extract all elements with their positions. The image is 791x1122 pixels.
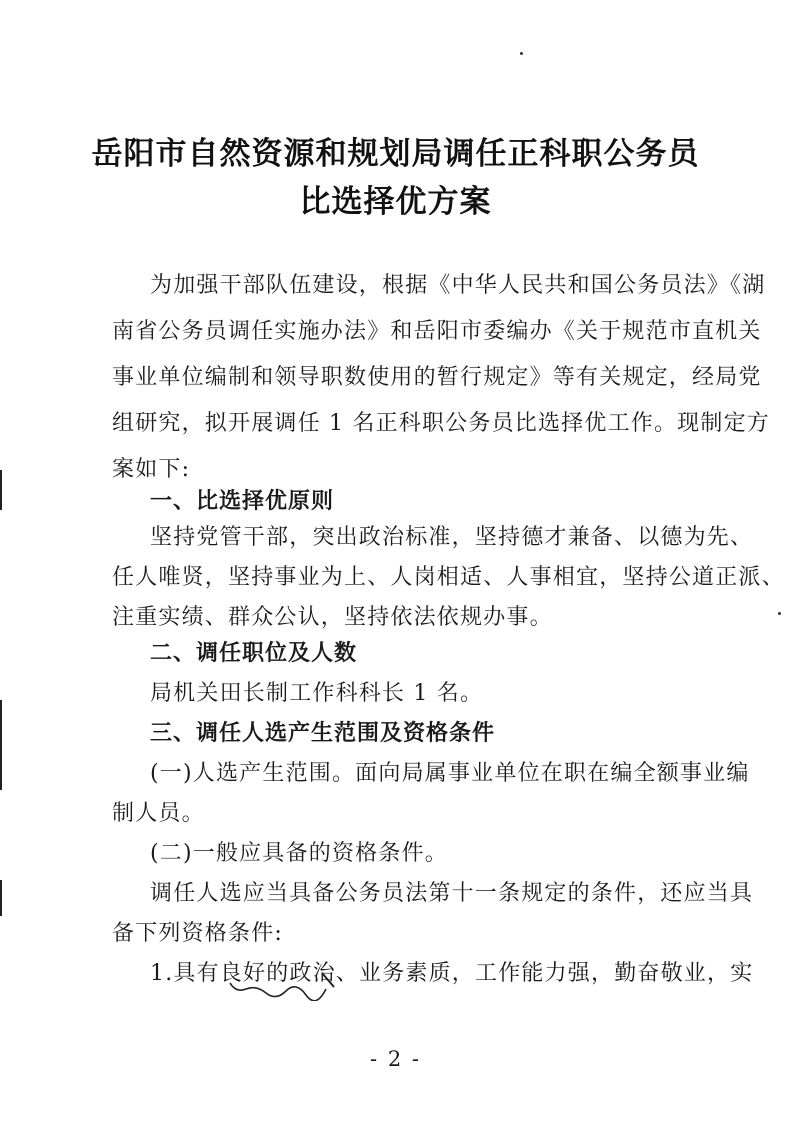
paragraph-line: 案如下: — [112, 457, 191, 482]
section-heading-2: 二、调任职位及人数 — [150, 641, 358, 666]
handwritten-underline-mark — [226, 971, 346, 1001]
section-heading-3: 三、调任人选产生范围及资格条件 — [150, 721, 496, 746]
scan-edge-mark — [0, 700, 2, 790]
paragraph-line: 组研究，拟开展调任 1 名正科职公务员比选择优工作。现制定方 — [112, 411, 770, 436]
document-title-line-2: 比选择优方案 — [299, 184, 492, 220]
paragraph-line: 南省公务员调任实施办法》和岳阳市委编办《关于规范市直机关 — [112, 319, 762, 344]
document-title-line-1: 岳阳市自然资源和规划局调任正科职公务员 — [91, 136, 700, 172]
paragraph-line: 注重实绩、群众公认，坚持依法依规办事。 — [112, 605, 553, 630]
scan-speck — [520, 52, 523, 55]
page-number: - 2 - — [370, 1047, 421, 1071]
paragraph-line: 备下列资格条件: — [112, 921, 284, 946]
paragraph-line: 调任人选应当具备公务员法第十一条规定的条件，还应当具 — [150, 881, 754, 906]
scan-edge-mark — [0, 880, 2, 916]
section-heading-1: 一、比选择优原则 — [150, 489, 335, 514]
paragraph-line: 为加强干部队伍建设，根据《中华人民共和国公务员法》《湖 — [150, 273, 766, 298]
paragraph-line: 制人员。 — [112, 801, 205, 826]
paragraph-line: 1.具有良好的政治、业务素质，工作能力强，勤奋敬业，实 — [150, 961, 754, 986]
scan-speck — [778, 612, 781, 615]
paragraph-line: 局机关田长制工作科科长 1 名。 — [150, 681, 484, 706]
paragraph-line: 任人唯贤，坚持事业为上、人岗相适、人事相宜，坚持公道正派、 — [112, 565, 785, 590]
paragraph-line: 坚持党管干部，突出政治标准，坚持德才兼备、以德为先、 — [150, 525, 754, 550]
paragraph-line: 事业单位编制和领导职数使用的暂行规定》等有关规定，经局党 — [112, 365, 762, 390]
scan-edge-mark — [0, 470, 2, 510]
subsection-heading: (二)一般应具备的资格条件。 — [150, 841, 448, 866]
subsection-line: (一)人选产生范围。面向局属事业单位在职在编全额事业编 — [150, 761, 750, 786]
